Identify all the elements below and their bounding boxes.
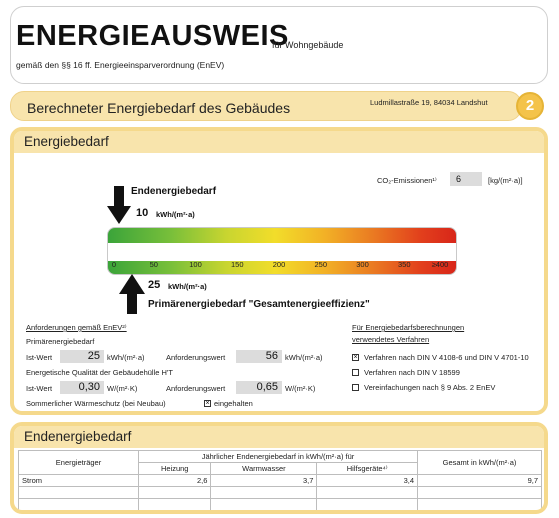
ist-wert-label: Ist-Wert (26, 353, 53, 362)
huelle-anforderungswert-value: 0,65 (236, 381, 282, 394)
huelle-ist-wert-label: Ist-Wert (26, 384, 53, 393)
page-number-badge: 2 (516, 92, 544, 120)
primaerenergiebedarf-heading: Primärenergiebedarf (26, 337, 95, 346)
cell-warmwasser: 3,7 (211, 475, 317, 487)
table-row (19, 487, 542, 499)
energy-scale-ticks (108, 243, 456, 269)
cell-empty (139, 499, 211, 511)
endenergie-arrow-icon (107, 186, 131, 224)
energiebedarf-heading: Energiebedarf (14, 131, 544, 153)
col-warmwasser: Warmwasser (211, 463, 317, 475)
cell-empty (19, 499, 139, 511)
col-group-header: Jährlicher Endenergiebedarf in kWh/(m²·a) für (139, 451, 418, 463)
anforderungen-heading: Anforderungen gemäß EnEV²⁾ (26, 323, 127, 332)
huelle-ist-wert-value: 0,30 (60, 381, 104, 394)
cell-empty (139, 487, 211, 499)
cell-empty (317, 499, 418, 511)
endenergie-unit: kWh/(m²·a) (156, 210, 195, 219)
cell-gesamt: 9,7 (418, 475, 542, 487)
verfahren-checkbox-din18599[interactable] (352, 369, 359, 376)
waermeschutz-label: Sommerlicher Wärmeschutz (bei Neubau) (26, 399, 166, 408)
scale-tick-label: 0 (111, 260, 117, 269)
col-heizung: Heizung (139, 463, 211, 475)
document-subtitle: gemäß den §§ 16 ff. Energieeinsparverordnung (EnEV) (16, 60, 225, 70)
cell-empty (418, 499, 542, 511)
scale-tick-label: 50 (149, 260, 158, 269)
cell-empty (317, 487, 418, 499)
building-address: Ludmillastraße 19, 84034 Landshut (370, 98, 488, 107)
endenergie-label: Endenergiebedarf (131, 186, 217, 197)
scale-tick-label: ≥400 (431, 260, 449, 269)
verfahren-heading-line1: Für Energiebedarfsberechnungen (352, 323, 465, 332)
co2-unit: [kg/(m²·a)] (488, 176, 523, 185)
cell-empty (418, 487, 542, 499)
huelle-anforderungswert-unit: W/(m²·K) (285, 384, 316, 393)
waermeschutz-checkbox[interactable]: × (205, 400, 210, 407)
table-row (19, 475, 542, 487)
scale-tick-label: 250 (314, 260, 328, 269)
energy-scale (107, 227, 457, 275)
co2-label: CO₂-Emissionen¹⁾ (377, 176, 437, 185)
ist-wert-value: 25 (60, 350, 104, 363)
document-title-suffix: für Wohngebäude (272, 40, 344, 50)
endenergie-value: 10 (136, 207, 149, 219)
verfahren-heading-line2: verwendetes Verfahren (352, 335, 430, 344)
primaerenergie-unit: kWh/(m²·a) (168, 282, 207, 291)
col-hilfsgeraete: Hilfsgeräte⁴⁾ (317, 463, 418, 475)
document-title: ENERGIEAUSWEIS (16, 20, 289, 52)
cell-empty (211, 499, 317, 511)
endenergiebedarf-heading: Endenergiebedarf (14, 426, 544, 448)
scale-tick-label: 100 (189, 260, 202, 269)
endenergiebedarf-table (18, 450, 542, 511)
huelle-anforderungswert-label: Anforderungswert (166, 384, 226, 393)
huelle-ist-wert-unit: W/(m²·K) (107, 384, 138, 393)
waermeschutz-check-label: eingehalten (214, 399, 253, 408)
verfahren-checkbox-din4108[interactable]: × (353, 354, 358, 361)
ist-wert-unit: kWh/(m²·a) (107, 353, 145, 362)
anforderungswert-value: 56 (236, 350, 282, 363)
verfahren-option-din4108: Verfahren nach DIN V 4108-6 und DIN V 4701-10 (364, 353, 529, 362)
table-row (19, 499, 542, 511)
verfahren-checkbox-vereinfachung[interactable] (352, 384, 359, 391)
energiebedarf-panel (10, 127, 548, 415)
verfahren-option-vereinfachung: Vereinfachungen nach § 9 Abs. 2 EnEV (364, 383, 496, 392)
primaerenergie-arrow-icon (119, 274, 145, 314)
endenergiebedarf-panel (10, 422, 548, 514)
scale-tick-label: 200 (272, 260, 286, 269)
primaerenergie-value: 25 (148, 279, 161, 291)
scale-tick-label: 150 (230, 260, 244, 269)
co2-value: 6 (450, 172, 482, 186)
verfahren-option-din18599: Verfahren nach DIN V 18599 (364, 368, 460, 377)
cell-traeger: Strom (19, 475, 139, 487)
primaerenergie-label: Primärenergiebedarf "Gesamtenergieeffizienz" (148, 299, 370, 310)
cell-empty (211, 487, 317, 499)
col-gesamt: Gesamt in kWh/(m²·a) (418, 451, 542, 475)
section-title: Berechneter Energiebedarf des Gebäudes (27, 100, 291, 116)
cell-hilfsgeraete: 3,4 (317, 475, 418, 487)
scale-tick-label: 300 (356, 260, 369, 269)
anforderungswert-label: Anforderungswert (166, 353, 226, 362)
cell-empty (19, 487, 139, 499)
anforderungswert-unit: kWh/(m²·a) (285, 353, 323, 362)
gebaeudehuelle-heading: Energetische Qualität der Gebäudehülle H'T (26, 368, 173, 377)
cell-heizung: 2,6 (139, 475, 211, 487)
col-energietraeger: Energieträger (19, 451, 139, 475)
scale-tick-label: 350 (397, 260, 411, 269)
